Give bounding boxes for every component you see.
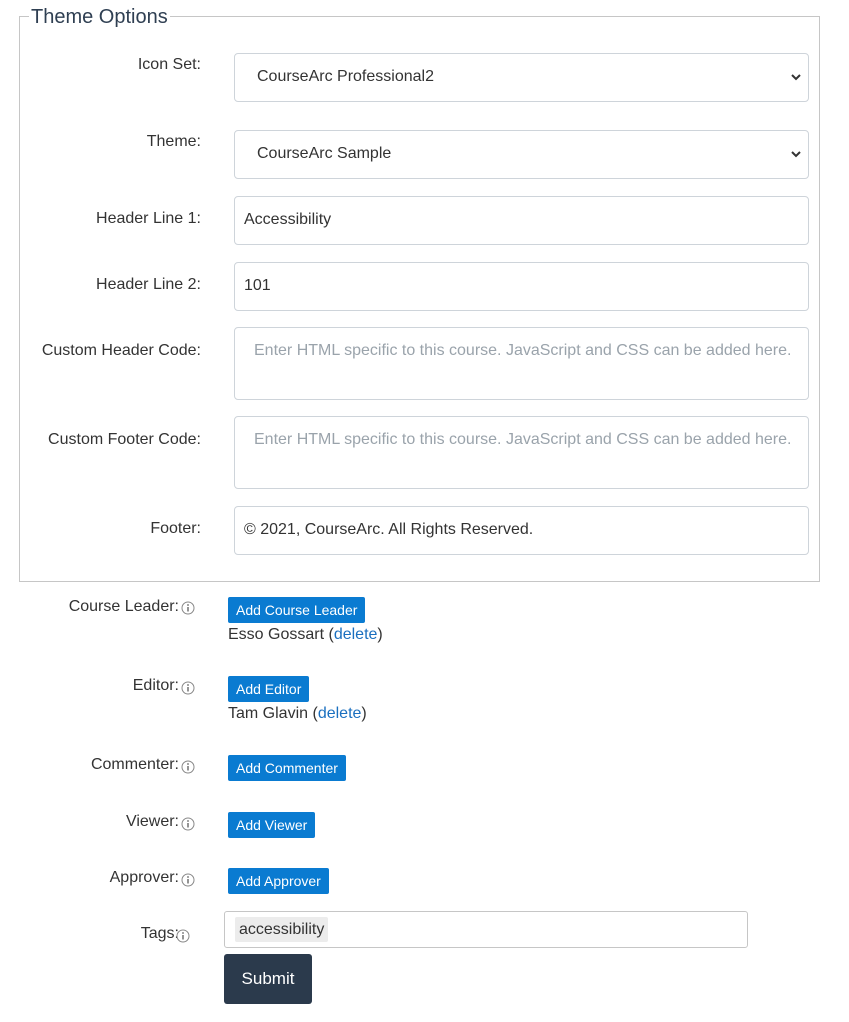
chevron-down-icon <box>790 71 802 83</box>
theme-options-legend: Theme Options <box>31 6 168 28</box>
info-icon[interactable] <box>181 601 195 615</box>
header-line-1-input[interactable]: Accessibility <box>234 196 809 245</box>
course-leader-label: Course Leader: <box>68 598 179 615</box>
header-line-1-label: Header Line 1: <box>96 210 201 227</box>
header-line-2-label: Header Line 2: <box>96 276 201 293</box>
custom-footer-code-label: Custom Footer Code: <box>48 431 201 448</box>
info-icon[interactable] <box>176 929 190 943</box>
icon-set-select[interactable] <box>234 53 809 102</box>
icon-set-value: CourseArc Professional2 <box>257 68 434 85</box>
icon-set-label: Icon Set: <box>137 56 201 73</box>
info-icon[interactable] <box>181 681 195 695</box>
theme-select[interactable] <box>234 130 809 179</box>
course-leader-member: Esso Gossart (delete) <box>228 626 383 643</box>
footer-input[interactable]: © 2021, CourseArc. All Rights Reserved. <box>234 506 809 555</box>
custom-footer-code-textarea[interactable]: Enter HTML specific to this course. JavaScript and CSS can be added here. <box>234 416 809 489</box>
info-icon[interactable] <box>181 873 195 887</box>
submit-button[interactable]: Submit <box>224 954 312 1004</box>
add-approver-button[interactable]: Add Approver <box>228 868 329 894</box>
commenter-label: Commenter: <box>90 756 179 773</box>
info-icon[interactable] <box>181 760 195 774</box>
viewer-label: Viewer: <box>125 813 179 830</box>
approver-label: Approver: <box>109 869 179 886</box>
member-name: Tam Glavin <box>228 705 309 722</box>
theme-value: CourseArc Sample <box>257 145 392 162</box>
footer-label: Footer: <box>150 520 201 537</box>
add-course-leader-button[interactable]: Add Course Leader <box>228 597 365 623</box>
tags-label: Tags: <box>140 925 179 942</box>
editor-label: Editor: <box>132 677 179 694</box>
info-icon[interactable] <box>181 817 195 831</box>
tag-chip[interactable]: accessibility <box>235 917 328 942</box>
tags-input[interactable] <box>224 911 748 948</box>
delete-link[interactable]: delete <box>317 705 362 722</box>
theme-label: Theme: <box>146 133 201 150</box>
add-editor-button[interactable]: Add Editor <box>228 676 309 702</box>
editor-member: Tam Glavin (delete) <box>228 705 367 722</box>
add-viewer-button[interactable]: Add Viewer <box>228 812 315 838</box>
add-commenter-button[interactable]: Add Commenter <box>228 755 346 781</box>
delete-link[interactable]: delete <box>333 626 378 643</box>
member-name: Esso Gossart <box>228 626 325 643</box>
header-line-2-input[interactable]: 101 <box>234 262 809 311</box>
custom-header-code-label: Custom Header Code: <box>41 342 201 359</box>
chevron-down-icon <box>790 148 802 160</box>
custom-header-code-textarea[interactable]: Enter HTML specific to this course. JavaScript and CSS can be added here. <box>234 327 809 400</box>
